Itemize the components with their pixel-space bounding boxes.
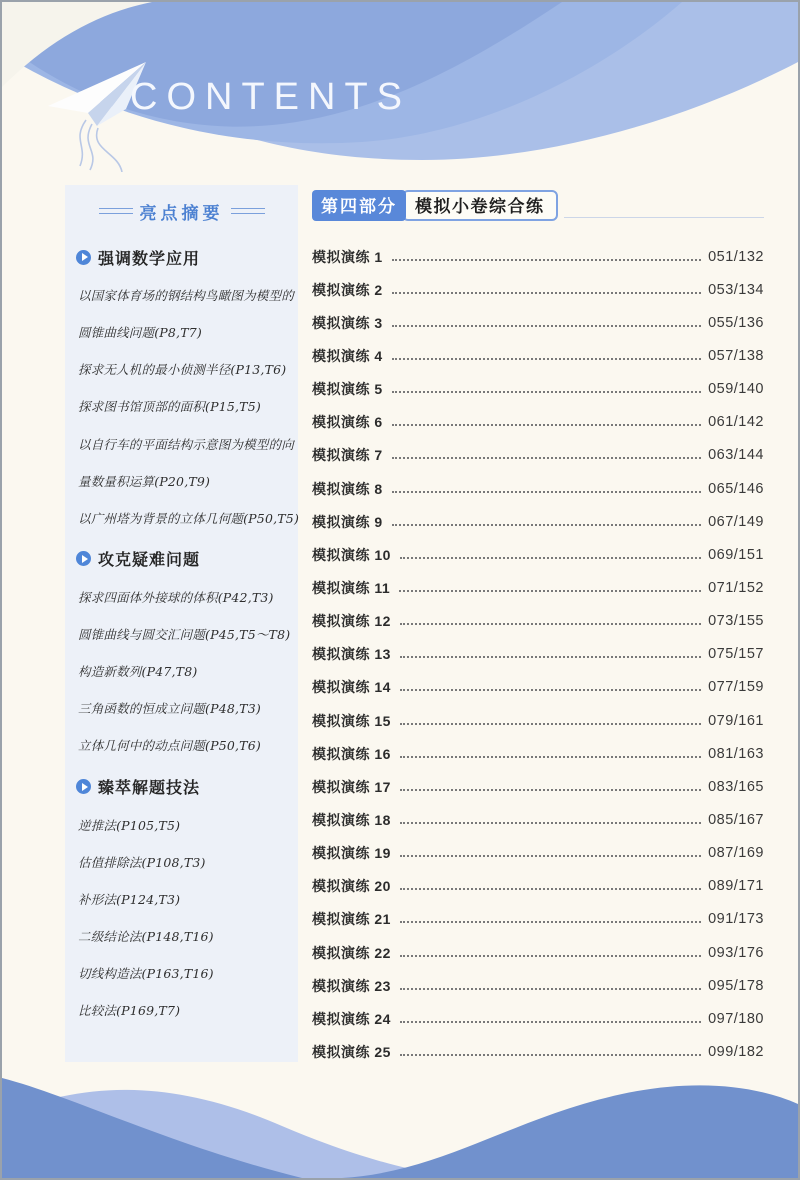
highlight-item: 圆锥曲线与圆交汇问题(P45,T5～T8) (78, 627, 291, 642)
toc-entry-label: 模拟演练 10 (312, 546, 391, 563)
toc-entry-page: 089/171 (708, 878, 764, 895)
highlight-item: 补形法(P124,T3) (78, 891, 181, 907)
toc-entry (312, 870, 764, 903)
highlight-item: 构造新数列(P47,T8) (78, 664, 198, 680)
highlight-item: 探求四面体外接球的体积(P42,T3) (78, 589, 274, 605)
toc-entry-page: 083/165 (708, 778, 764, 795)
toc-entry-page: 053/134 (708, 281, 764, 298)
toc-entry-label: 模拟演练 21 (312, 911, 391, 928)
sidebar-section-heading: 强调数学应用 (76, 247, 287, 267)
toc-entry-label: 模拟演练 9 (312, 513, 383, 530)
toc-entry (312, 538, 764, 571)
highlight-item: 立体几何中的动点问题(P50,T6) (78, 738, 261, 754)
sidebar-title (76, 201, 287, 221)
highlight-item: 以自行车的平面结构示意图为模型的向 (78, 436, 294, 452)
sidebar-section-items (76, 589, 291, 754)
part-number-badge: 第四部分 (312, 190, 406, 221)
dot-leader (392, 358, 701, 360)
toc-entry (312, 406, 764, 439)
toc-entry-page: 055/136 (708, 314, 764, 331)
toc-entry-page: 067/149 (708, 513, 764, 530)
toc-entry (312, 571, 764, 604)
toc-entry (312, 737, 764, 770)
toc-entry-label: 模拟演练 5 (312, 381, 383, 398)
toc-entry (312, 770, 764, 803)
toc-entry-label: 模拟演练 24 (312, 1010, 391, 1027)
toc-entry (312, 837, 764, 870)
toc-entry-page: 051/132 (708, 248, 764, 265)
toc-list (312, 240, 764, 1069)
toc-entry-label: 模拟演练 20 (312, 878, 391, 895)
toc-entry (312, 240, 764, 273)
highlight-item: 以广州塔为背景的立体几何题(P50,T5) (78, 510, 300, 526)
toc-entry (312, 373, 764, 406)
toc-entry (312, 605, 764, 638)
toc-entry (312, 936, 764, 969)
dot-leader (392, 259, 701, 261)
dot-leader (400, 689, 701, 691)
highlight-item: 探求无人机的最小侦测半径(P13,T6) (78, 362, 287, 378)
toc-entry (312, 273, 764, 306)
dot-leader (392, 457, 701, 459)
toc-entry-page: 095/178 (708, 977, 764, 994)
toc-entry (312, 671, 764, 704)
toc-entry-page: 065/146 (708, 480, 764, 497)
toc-entry-label: 模拟演练 6 (312, 414, 383, 431)
toc-entry-label: 模拟演练 19 (312, 845, 391, 862)
play-bullet-icon (76, 250, 91, 265)
toc-entry-page: 073/155 (708, 613, 764, 630)
dot-leader (400, 789, 701, 791)
dot-leader (400, 723, 701, 725)
dot-leader (400, 855, 701, 857)
decorative-line (231, 208, 265, 214)
toc-entry-page: 077/159 (708, 679, 764, 696)
toc-entry (312, 339, 764, 372)
toc-entry-page: 057/138 (708, 347, 764, 364)
dot-leader (399, 590, 701, 592)
sidebar-title-text: 亮点摘要 (139, 203, 224, 223)
dot-leader (392, 325, 701, 327)
play-bullet-icon (76, 779, 91, 794)
highlight-item: 切线构造法(P163,T16) (78, 966, 214, 981)
play-bullet-icon (76, 551, 91, 566)
dot-leader (392, 524, 701, 526)
toc-entry-label: 模拟演练 1 (312, 248, 383, 265)
dot-leader (392, 391, 701, 393)
footer-wave-banner (2, 1056, 798, 1178)
toc-entry-label: 模拟演练 4 (312, 347, 383, 364)
toc-entry (312, 439, 764, 472)
toc-entry-label: 模拟演练 14 (312, 679, 391, 696)
toc-entry-label: 模拟演练 2 (312, 281, 383, 298)
sidebar-section-heading: 臻萃解题技法 (76, 777, 287, 797)
page-title: CONTENTS (130, 76, 411, 118)
toc-entry-page: 097/180 (708, 1010, 764, 1027)
toc-entry-page: 063/144 (708, 447, 764, 464)
sidebar-section-heading: 攻克疑难问题 (76, 549, 287, 569)
dot-leader (400, 888, 701, 890)
toc-entry-label: 模拟演练 17 (312, 778, 391, 795)
toc-entry-label: 模拟演练 16 (312, 745, 391, 762)
toc-entry (312, 505, 764, 538)
part-title-box: 模拟小卷综合练 (402, 190, 558, 221)
dot-leader (400, 988, 701, 990)
toc-entry-label: 模拟演练 22 (312, 944, 391, 961)
toc-entry-page: 059/140 (708, 381, 764, 398)
toc-entry-label: 模拟演练 25 (312, 1043, 391, 1060)
dot-leader (400, 756, 701, 758)
dot-leader (400, 656, 701, 658)
highlight-item: 二级结论法(P148,T16) (78, 928, 214, 944)
decorative-line (99, 208, 133, 214)
part-header (312, 190, 764, 221)
toc-entry-page: 061/142 (708, 414, 764, 431)
toc-entry (312, 472, 764, 505)
toc-entry (312, 903, 764, 936)
toc-entry (312, 969, 764, 1002)
dot-leader (400, 557, 701, 559)
highlight-item: 三角函数的恒成立问题(P48,T3) (78, 701, 261, 717)
toc-entry-page: 071/152 (708, 579, 764, 596)
toc-entry-page: 091/173 (708, 911, 764, 928)
toc-entry-page: 087/169 (708, 845, 764, 862)
highlight-item: 以国家体育场的钢结构鸟瞰图为模型的 (78, 288, 294, 303)
toc-entry-page: 075/157 (708, 646, 764, 663)
toc-entry-page: 093/176 (708, 944, 764, 961)
dot-leader (392, 491, 701, 493)
highlight-item: 估值排除法(P108,T3) (78, 854, 206, 870)
sidebar-section-items (76, 819, 287, 1018)
toc-entry (312, 638, 764, 671)
toc-entry-page: 069/151 (708, 546, 764, 563)
toc-entry-label: 模拟演练 18 (312, 811, 391, 828)
dot-leader (400, 822, 701, 824)
toc-entry (312, 306, 764, 339)
highlight-item: 逆推法(P105,T5) (78, 817, 181, 833)
toc-entry-label: 模拟演练 7 (312, 447, 383, 464)
toc-entry-label: 模拟演练 13 (312, 646, 391, 663)
sidebar-section-items (76, 288, 300, 526)
highlight-item: 比较法(P169,T7) (78, 1003, 181, 1019)
dot-leader (400, 623, 701, 625)
toc-entry (312, 1002, 764, 1035)
dot-leader (400, 1021, 701, 1023)
toc-main (312, 190, 764, 1069)
dot-leader (392, 424, 701, 426)
highlight-item: 圆锥曲线问题(P8,T7) (78, 325, 202, 341)
header-rule (564, 217, 765, 218)
toc-entry-page: 079/161 (708, 712, 764, 729)
toc-entry-label: 模拟演练 3 (312, 314, 383, 331)
toc-entry-page: 085/167 (708, 811, 764, 828)
toc-entry-label: 模拟演练 8 (312, 480, 383, 497)
toc-entry (312, 803, 764, 836)
toc-entry (312, 704, 764, 737)
highlight-item: 探求图书馆顶部的面积(P15,T5) (78, 399, 261, 415)
highlight-item: 量数量积运算(P20,T9) (78, 473, 211, 489)
toc-entry-label: 模拟演练 12 (312, 613, 391, 630)
toc-entry-page: 081/163 (708, 745, 764, 762)
toc-entry-page: 099/182 (708, 1043, 764, 1060)
dot-leader (400, 955, 701, 957)
toc-entry-label: 模拟演练 23 (312, 977, 391, 994)
highlights-sidebar (65, 185, 298, 1062)
dot-leader (392, 292, 701, 294)
toc-entry-label: 模拟演练 11 (312, 579, 391, 596)
toc-entry-label: 模拟演练 15 (312, 712, 391, 729)
dot-leader (400, 921, 701, 923)
